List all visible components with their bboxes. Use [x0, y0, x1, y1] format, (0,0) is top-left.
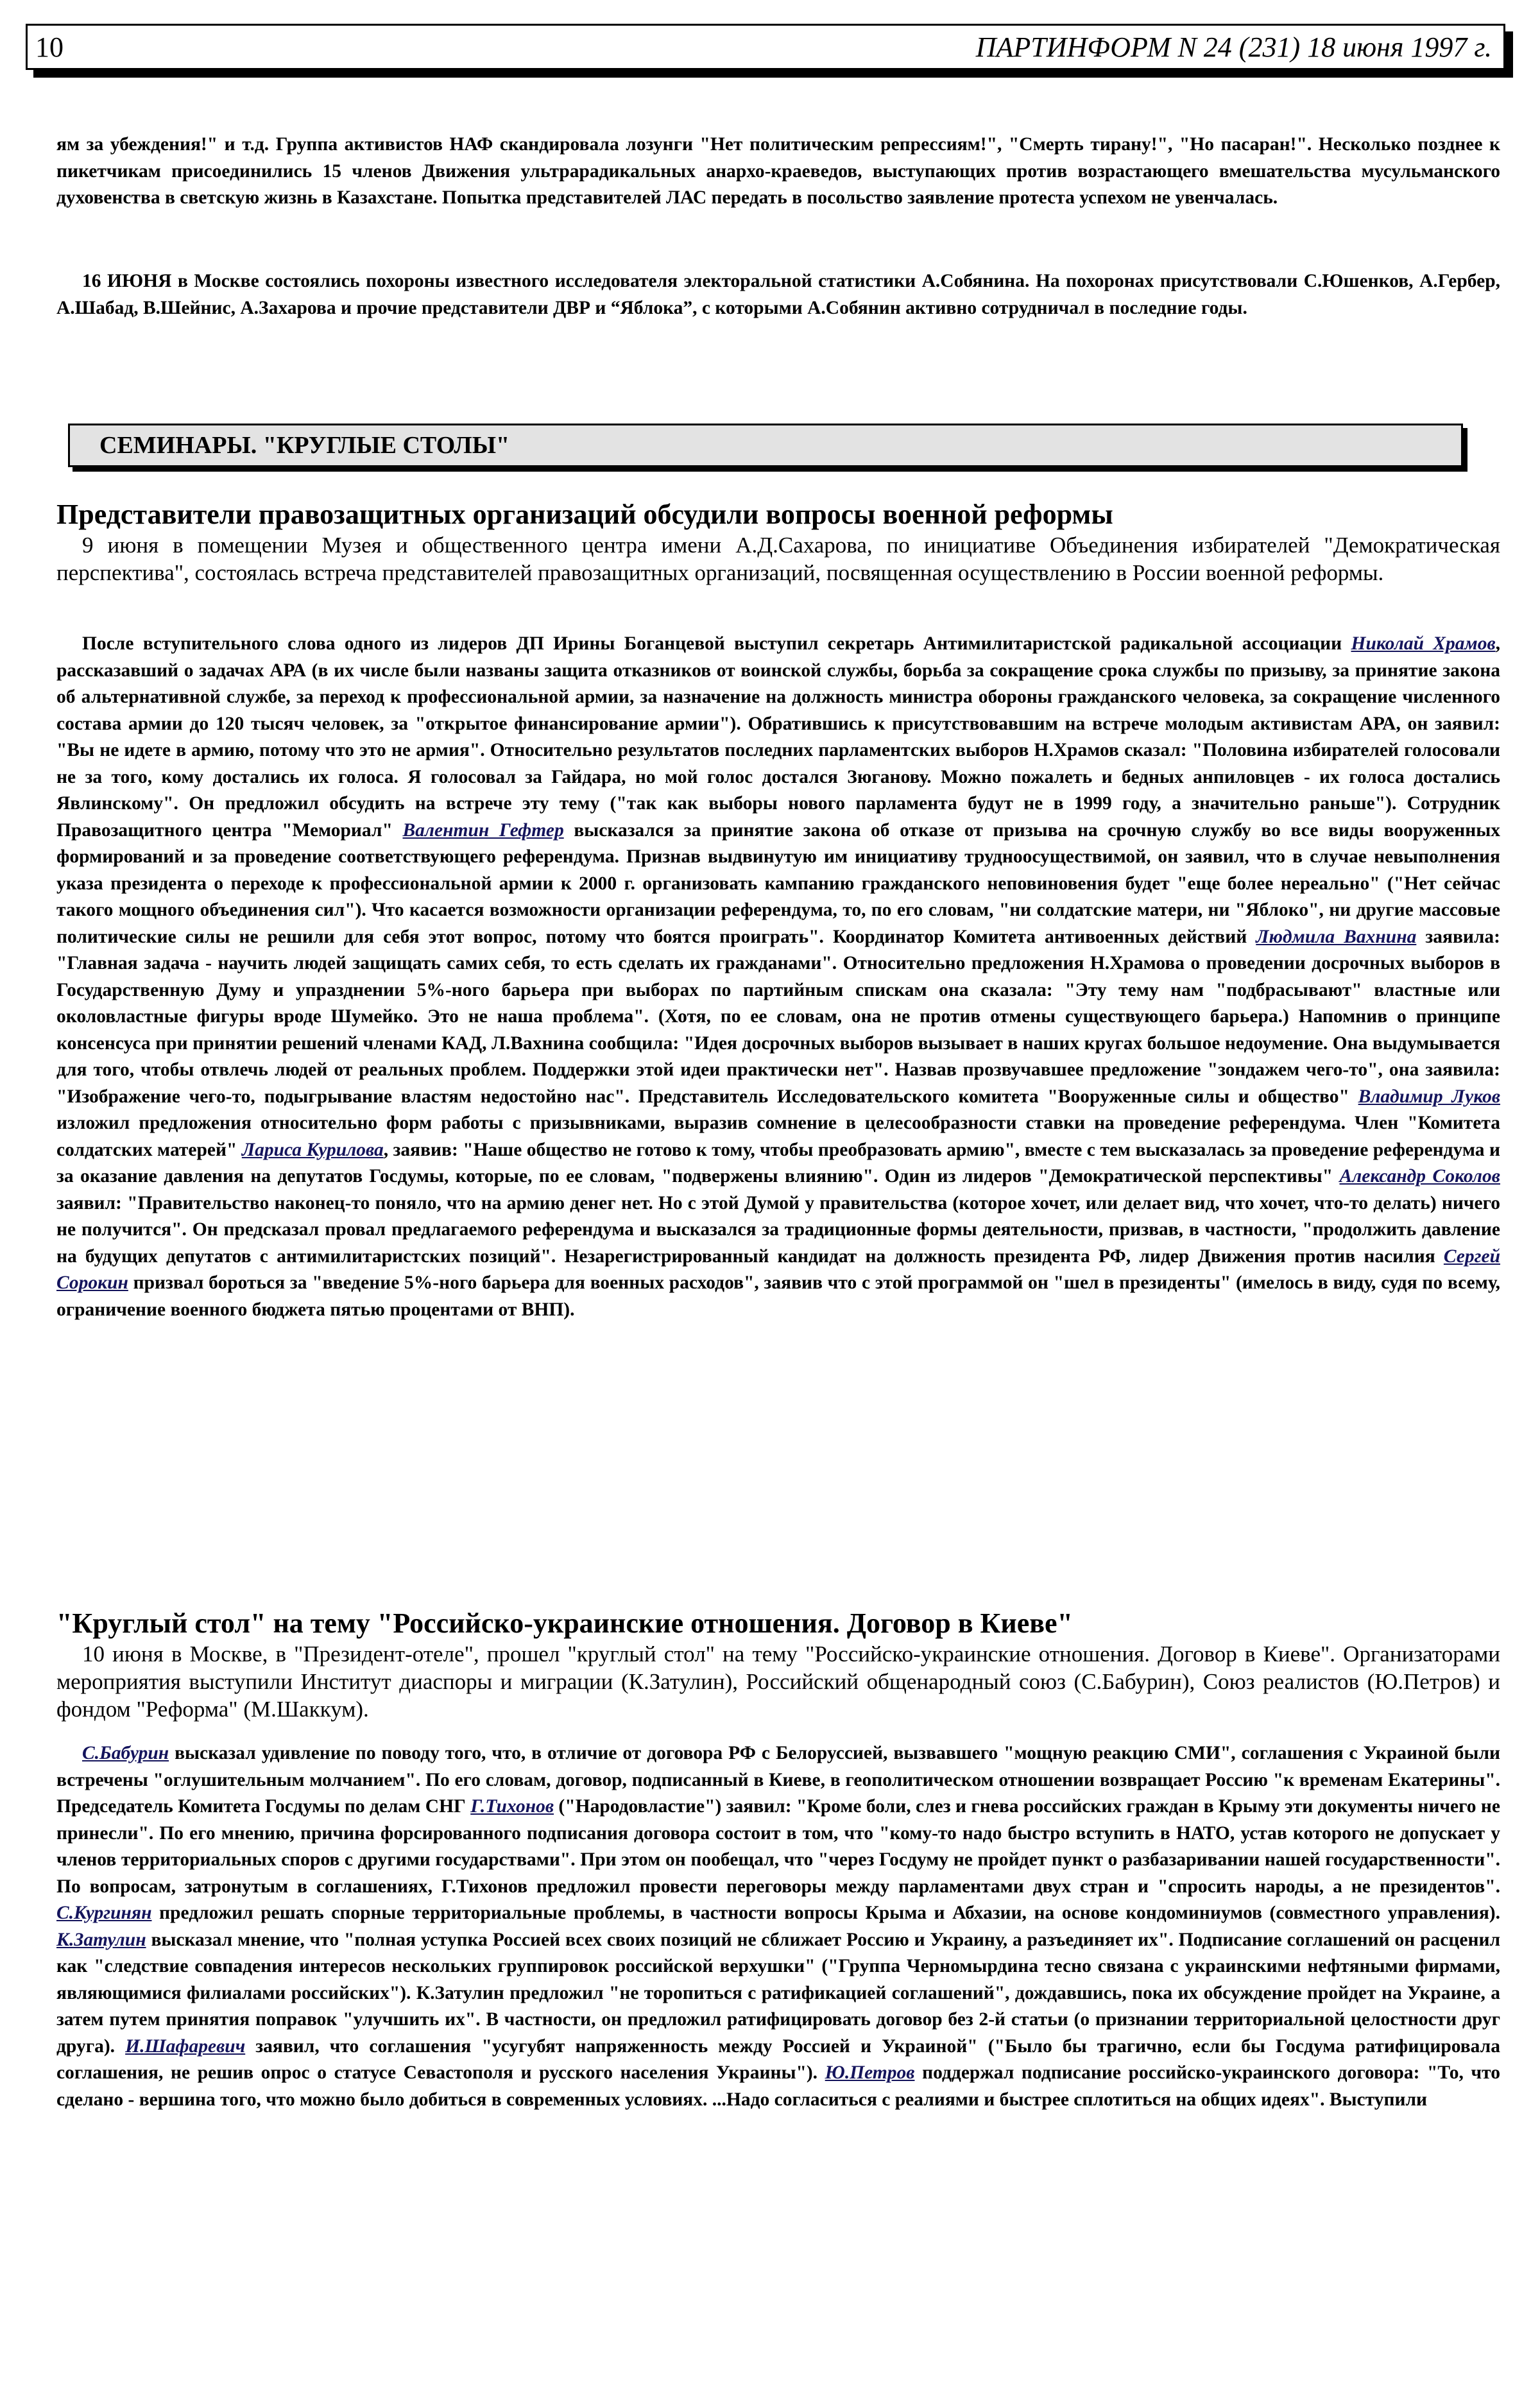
- person-name-link[interactable]: С.Кургинян: [56, 1903, 152, 1923]
- person-name-link[interactable]: Валентин Гефтер: [402, 819, 564, 841]
- page-header: [26, 24, 1505, 70]
- section-banner: [68, 424, 1463, 467]
- body-text: После вступительного слова одного из лидеров ДП Ирины Боганцевой выступил секретарь Антимилитаристской радикальной ассоциации: [82, 633, 1351, 654]
- person-name-link[interactable]: Людмила Вахнина: [1256, 926, 1417, 947]
- body-text: , заявив: "Наше общество не готово к тому, чтобы преобразовать армию", вместе с тем высказалась за проведение референдума и за оказание давления на депутатов Госдумы, которые, по ее словам, "подвержены влиянию". Один из лидеров "Демократической перспективы": [56, 1139, 1500, 1187]
- page-number: 10: [35, 31, 64, 63]
- body-text: высказал удивление по поводу того, что, в отличие от договора РФ с Белоруссией, вызвавшего "мощную реакцию СМИ", соглашения с Украиной были встречены "оглушительным молчанием". По его словам, договор, подписанный в Киеве, в геополитическом отношении возвращает Россию "к временам Екатерины". Председатель Комитета Госдумы по делам СНГ: [56, 1743, 1500, 1817]
- person-name-link[interactable]: Александр Соколов: [1339, 1166, 1500, 1187]
- person-name-link[interactable]: К.Затулин: [56, 1929, 146, 1950]
- person-name-link[interactable]: Г.Тихонов: [470, 1796, 554, 1817]
- person-name-link[interactable]: С.Бабурин: [82, 1743, 169, 1763]
- article2-body: [56, 1740, 1500, 2113]
- person-name-link[interactable]: Владимир Луков: [1358, 1086, 1501, 1107]
- person-name-link[interactable]: И.Шафаревич: [125, 2035, 246, 2057]
- funeral-paragraph: 16 ИЮНЯ в Москве состоялись похороны известного исследователя электоральной статистики А.Собянина. На похоронах присутствовали С.Юшенков, А.Гербер, А.Шабад, В.Шейнис, А.Захарова и прочие представители ДВР и “Яблока”, с которыми А.Собянин активно сотрудничал в последние годы.: [56, 271, 1500, 318]
- body-text: заявил: "Правительство наконец-то поняло, что на армию денег нет. Но с этой Думой у правительства (которое хочет, или делает вид, что хочет, что-то делать) ничего не получится". Он предсказал провал предлагаемого референдума и высказался за традиционные формы деятельности, призвав, в частности, "продолжить давление на будущих депутатов с антимилитаристских позиций". Незарегистрированный кандидат на должность президента РФ, лидер Движения против насилия: [56, 1192, 1500, 1267]
- intro-paragraph: ям за убеждения!" и т.д. Группа активистов НАФ скандировала лозунги "Нет политическим репрессиям!", "Смерть тирану!", "Но пасаран!". Несколько позднее к пикетчикам присоединились 15 членов Движения ультрарадикальных анархо-краеведов, выступающих против возрастающего вмешательства мусульманского духовенства в светскую жизнь в Казахстане. Попытка представителей ЛАС передать в посольство заявление протеста успехом не увенчалась.: [56, 134, 1500, 208]
- article2-lead: 10 июня в Москве, в "Президент-отеле", прошел "круглый стол" на тему "Российско-украинские отношения. Договор в Киеве". Организаторами мероприятия выступили Институт диаспоры и миграции (К.Затулин), Российский общенародный союз (С.Бабурин), Союз реалистов (Ю.Петров) и фондом "Реформа" (М.Шаккум).: [56, 1641, 1500, 1722]
- article1-lead: 9 июня в помещении Музея и общественного центра имени А.Д.Сахарова, по инициативе Объединения избирателей "Демократическая перспектива", состоялась встреча представителей правозащитных организаций, посвященная осуществлению в России военной реформы.: [56, 533, 1500, 585]
- body-text: высказался за принятие закона об отказе от призыва на срочную службу во все виды вооруженных формирований и за проведение соответствующего референдума. Признав выдвинутую им инициативу трудноосуществимой, он заявил, что в случае невыполнения указа президента о переходе к профессиональной армии к 2000 г. организовать кампанию гражданского неповиновения будет "еще более нереально" ("Нет сейчас такого мощного объединения сил"). Что касается возможности организации референдума, то, по его словам, "ни солдатские матери, ни "Яблоко", ни другие массовые политические силы не решили для себя этот вопрос, потому что боятся проиграть". Координатор Комитета антивоенных действий: [56, 819, 1500, 947]
- person-name-link[interactable]: Сергей Сорокин: [56, 1246, 1500, 1293]
- person-name-link[interactable]: Ю.Петров: [825, 2062, 915, 2083]
- article1-body: [56, 631, 1500, 1323]
- section-title: СЕМИНАРЫ. "КРУГЛЫЕ СТОЛЫ": [99, 432, 510, 459]
- body-text: заявил, что соглашения "усугубят напряженность между Россией и Украиной" ("Было бы трагично, если бы Госдума ратифицировала соглашения, не решив опрос о статусе Севастополя и русского населения Украины").: [56, 2035, 1500, 2083]
- person-name-link[interactable]: Николай Храмов: [1351, 633, 1496, 654]
- body-text: поддержал подписание российско-украинского договора: "То, что сделано - вершина того, что можно было добиться в современных условиях. ...Надо согласиться с реалиями и быстрее сплотиться на общих идеях". Выступили: [56, 2062, 1500, 2110]
- body-text: призвал бороться за "введение 5%-ного барьера для военных расходов", заявив что с этой программой он "шел в президенты" (имелось в виду, судя по всему, ограничение военного бюджета пятью процентами от ВНП).: [56, 1272, 1500, 1320]
- body-text: предложил решать спорные территориальные проблемы, в частности вопросы Крыма и Абхазии, на основе кондоминиумов (совместного управления).: [151, 1903, 1500, 1923]
- body-text: , рассказавший о задачах АРА (в их числе были названы защита отказников от воинской службы, борьба за сокращение срока службы по призыву, за принятие закона об альтернативной службе, за переход к профессиональной армии, за назначение на должность министра обороны гражданского человека, за сокращение численного состава армии до 120 тысяч человек, за "открытое финансирование армии"). Обратившись к присутствовавшим на встрече молодым активистам АРА, он заявил: "Вы не идете в армию, потому что это не армия". Относительно результатов последних парламентских выборов Н.Храмов сказал: "Половина избирателей голосовали не за того, кому достались их голоса. Я голосовал за Гайдара, но мой голос достался Зюганову. Можно пожалеть и бедных анпиловцев - их голоса достались Явлинскому". Он предложил обсудить на встрече эту тему ("так как выборы нового парламента будут не в 1999 году, а значительно раньше"). Сотрудник Правозащитного центра "Мемориал": [56, 633, 1500, 841]
- article2-title: "Круглый стол" на тему "Российско-украинские отношения. Договор в Киеве": [56, 1607, 1073, 1639]
- article1-title: Представители правозащитных организаций обсудили вопросы военной реформы: [56, 499, 1113, 530]
- issue-info: ПАРТИНФОРМ N 24 (231) 18 июня 1997 г.: [975, 31, 1492, 63]
- body-text: заявила: "Главная задача - научить людей защищать самих себя, то есть сделать их гражданами". Относительно предложения Н.Храмова о проведении досрочных выборов в Государственную Думу и упразднении 5%-ного барьера при выборах по партийным спискам она сказала: "Эту тему нам "подбрасывают" властные или околовластные фигуры вроде Шумейко. Это не наша проблема". (Хотя, по ее словам, она не против отмены существующего барьера.) Напомнив о принципе консенсуса при принятии решений членами КАД, Л.Вахнина сообщила: "Идея досрочных выборов вызывает в наших кругах большое недоумение. Она выдумывается для того, чтобы отвлечь людей от реальных проблем. Поддержки этой идеи практически нет". Назвав прозвучавшее предложение "зондажем чего-то", она заявила: "Изображение чего-то, подыгрывание властям недостойно нас". Представитель Исследовательского комитета "Вооруженные силы и общество": [56, 926, 1500, 1107]
- body-text: ("Народовластие") заявил: "Кроме боли, слез и гнева российских граждан в Крыму эти документы ничего не принесли". По его мнению, причина форсированного подписания договора состоит в том, что "кому-то надо быстро вступить в НАТО, устав которого не допускает у членов территориальных споров с другими государствами". При этом он пообещал, что "через Госдуму не пройдет пункт о разбазаривании нашей государственности". По вопросам, затронутым в соглашениях, Г.Тихонов предложил провести переговоры между парламентами двух стран и "спросить народы, а не президентов".: [56, 1796, 1500, 1897]
- person-name-link[interactable]: Лариса Курилова: [241, 1139, 384, 1160]
- body-text: изложил предложения относительно форм работы с призывниками, выразив сомнение в целесообразности ставки на проведение референдума. Член "Комитета солдатских матерей": [56, 1113, 1500, 1160]
- body-text: высказал мнение, что "полная уступка Россией всех своих позиций не сближает Россию и Украину, а разъединяет их". Подписание соглашений он расценил как "следствие совпадения интересов нескольких группировок российской верхушки" ("Группа Черномырдина тесно связана с украинскими нефтяными фирмами, являющимися филиалами российских"). К.Затулин предложил "не торопиться с ратификацией соглашений", дождавшись, пока их обсуждение пройдет на Украине, а затем путем принятия поправок "улучшить их". В частности, он предложил ратифицировать договор без 2-й статьи (о признании территориальной целостности друг друга).: [56, 1929, 1500, 2057]
